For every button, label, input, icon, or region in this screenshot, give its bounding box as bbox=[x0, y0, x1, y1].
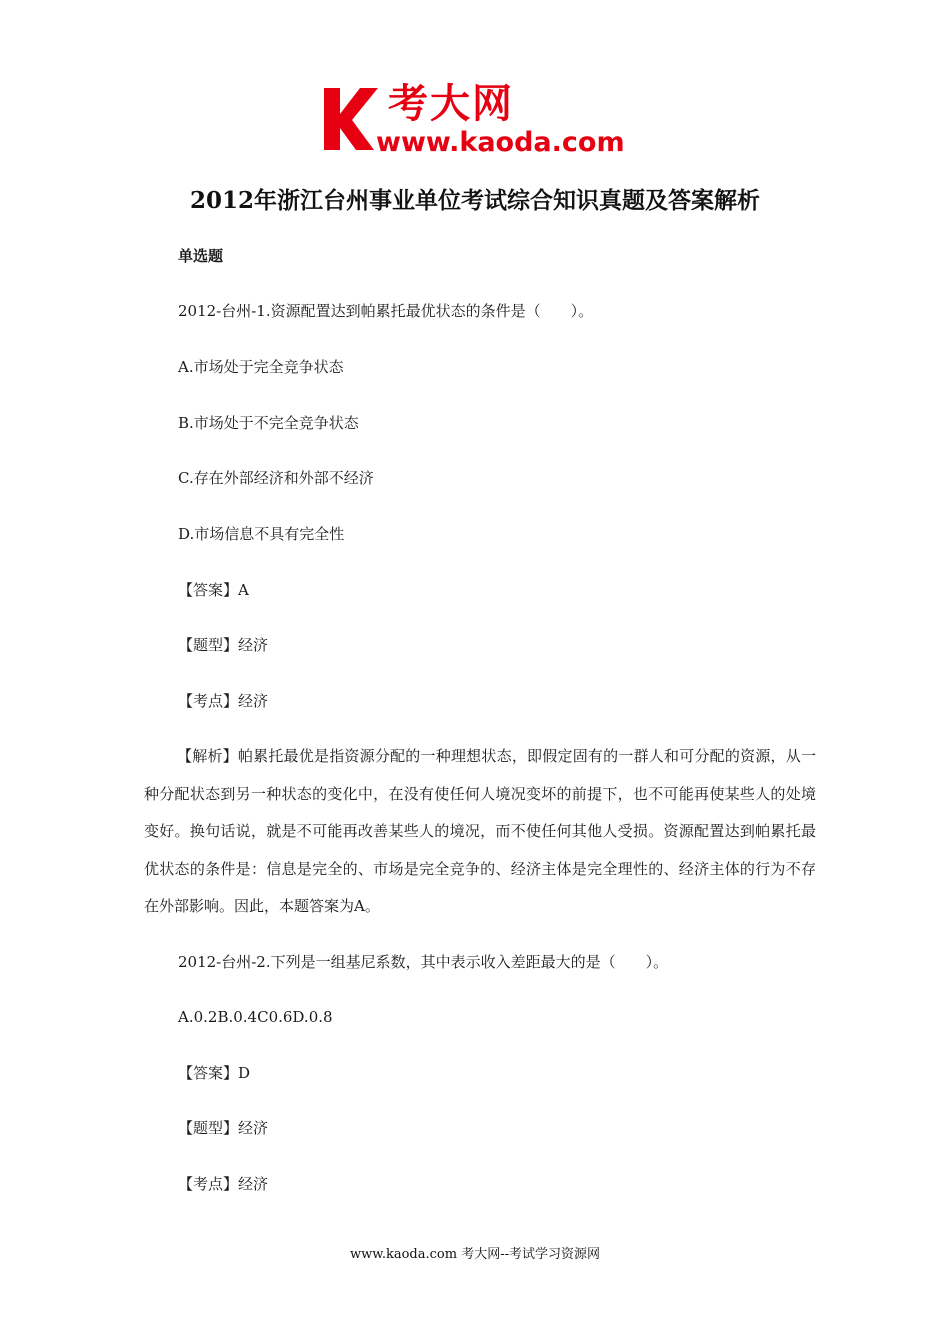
question-2-options: A.0.2B.0.4C0.6D.0.8 bbox=[178, 1008, 333, 1026]
question-1-analysis: 【解析】帕累托最优是指资源分配的一种理想状态，即假定固有的一群人和可分配的资源，从一种分配状态到另一种状态的变化中，在没有使任何人境况变坏的前提下，也不可能再使某些人的处境变好。换句话说，就是不可能再改善某些人的境况，而不使任何其他人受损。资源配置达到帕累托最优状态的条件是：信息是完全的、市场是完全竞争的、经济主体是完全理性的、经济主体的行为不存在外部影响。因此，本题答案为A。 bbox=[144, 747, 816, 915]
logo-url: www.kaoda.com bbox=[376, 127, 625, 158]
question-1-option-a: A.市场处于完全竞争状态 bbox=[178, 358, 344, 376]
kaoda-logo bbox=[318, 81, 638, 164]
section-heading: 单选题 bbox=[178, 247, 224, 265]
logo-text: 考大网 bbox=[388, 81, 514, 127]
page-footer: www.kaoda.com 考大网--考试学习资源网 bbox=[350, 1247, 600, 1262]
question-1-stem: 2012-台州-1.资源配置达到帕累托最优状态的条件是（ ）。 bbox=[178, 302, 594, 320]
question-1-answer: 【答案】A bbox=[178, 581, 249, 599]
question-2-stem: 2012-台州-2.下列是一组基尼系数，其中表示收入差距最大的是（ ）。 bbox=[178, 953, 669, 971]
question-1-option-c: C.存在外部经济和外部不经济 bbox=[178, 469, 374, 487]
question-1-option-b: B.市场处于不完全竞争状态 bbox=[178, 414, 359, 432]
question-1-type: 【题型】经济 bbox=[178, 636, 269, 654]
question-2-answer: 【答案】D bbox=[178, 1064, 251, 1082]
page-title: 2012年浙江台州事业单位考试综合知识真题及答案解析 bbox=[189, 187, 760, 214]
k-logo-icon bbox=[318, 84, 380, 152]
question-1-point: 【考点】经济 bbox=[178, 692, 269, 710]
question-2-type: 【题型】经济 bbox=[178, 1119, 269, 1137]
question-2-point: 【考点】经济 bbox=[178, 1175, 269, 1193]
question-1-option-d: D.市场信息不具有完全性 bbox=[178, 525, 345, 543]
